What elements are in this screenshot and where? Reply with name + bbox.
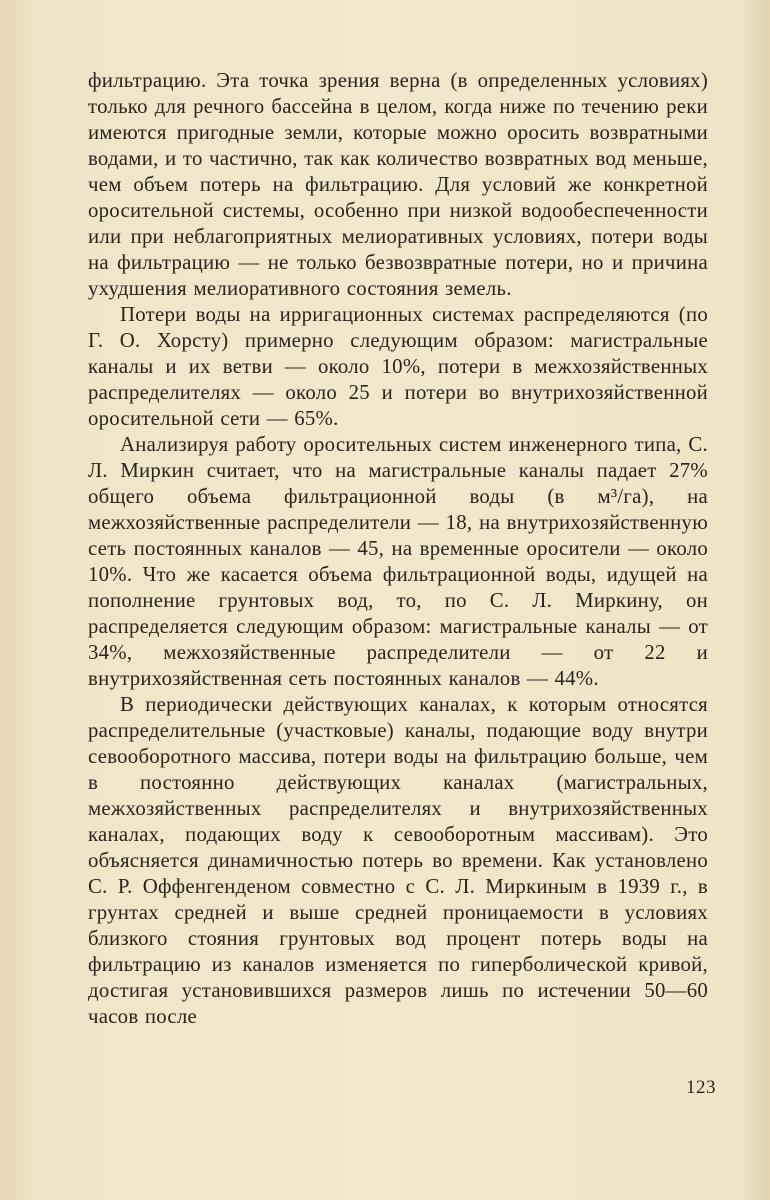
paragraph-4: В периодически действующих каналах, к которым относятся распределительные (участковые) каналы, подающие воду внутри севооборотного массива, потери воды на фильтрацию больше, чем в постоянно действующих каналах (магистральных, межхозяйственных распределителях и внутрихозяйственных каналах, подающих воду к севооборотным массивам). Это объясняется динамичностью потерь во времени. Как установлено С. Р. Оффенгенденом совместно с С. Л. Миркиным в 1939 г., в грунтах средней и выше средней проницаемости в условиях близкого стояния грунтовых вод процент потерь воды на фильтрацию из каналов изменяется по гиперболической кривой, достигая установившихся размеров лишь по истечении 50—60 часов после [88, 693, 708, 1028]
body-text [88, 68, 708, 1030]
paragraph-3: Анализируя работу оросительных систем инженерного типа, С. Л. Миркин считает, что на магистральные каналы падает 27% общего объема фильтрационной воды (в м³/га), на межхозяйственные распределители — 18, на внутрихозяйственную сеть постоянных каналов — 45, на временные оросители — около 10%. Что же касается объема фильтрационной воды, идущей на пополнение грунтовых вод, то, по С. Л. Миркину, он распределяется следующим образом: магистральные каналы — от 34%, межхозяйственные распределители — от 22 и внутрихозяйственная сеть постоянных каналов — 44%. [88, 433, 708, 690]
paragraph-2: Потери воды на ирригационных системах распределяются (по Г. О. Хорсту) примерно следующим образом: магистральные каналы и их ветви — около 10%, потери в межхозяйственных распределителях — около 25 и потери во внутрихозяйственной оросительной сети — 65%. [88, 303, 708, 430]
paragraph-1: фильтрацию. Эта точка зрения верна (в определенных условиях) только для речного бассейна в целом, когда ниже по течению реки имеются пригодные земли, которые можно оросить возвратными водами, и то частично, так как количество возвратных вод меньше, чем объем потерь на фильтрацию. Для условий же конкретной оросительной системы, особенно при низкой водообеспеченности или при неблагоприятных мелиоративных условиях, потери воды на фильтрацию — не только безвозвратные потери, но и причина ухудшения мелиоративного состояния земель. [88, 69, 708, 300]
page-number: 123 [686, 1077, 716, 1098]
